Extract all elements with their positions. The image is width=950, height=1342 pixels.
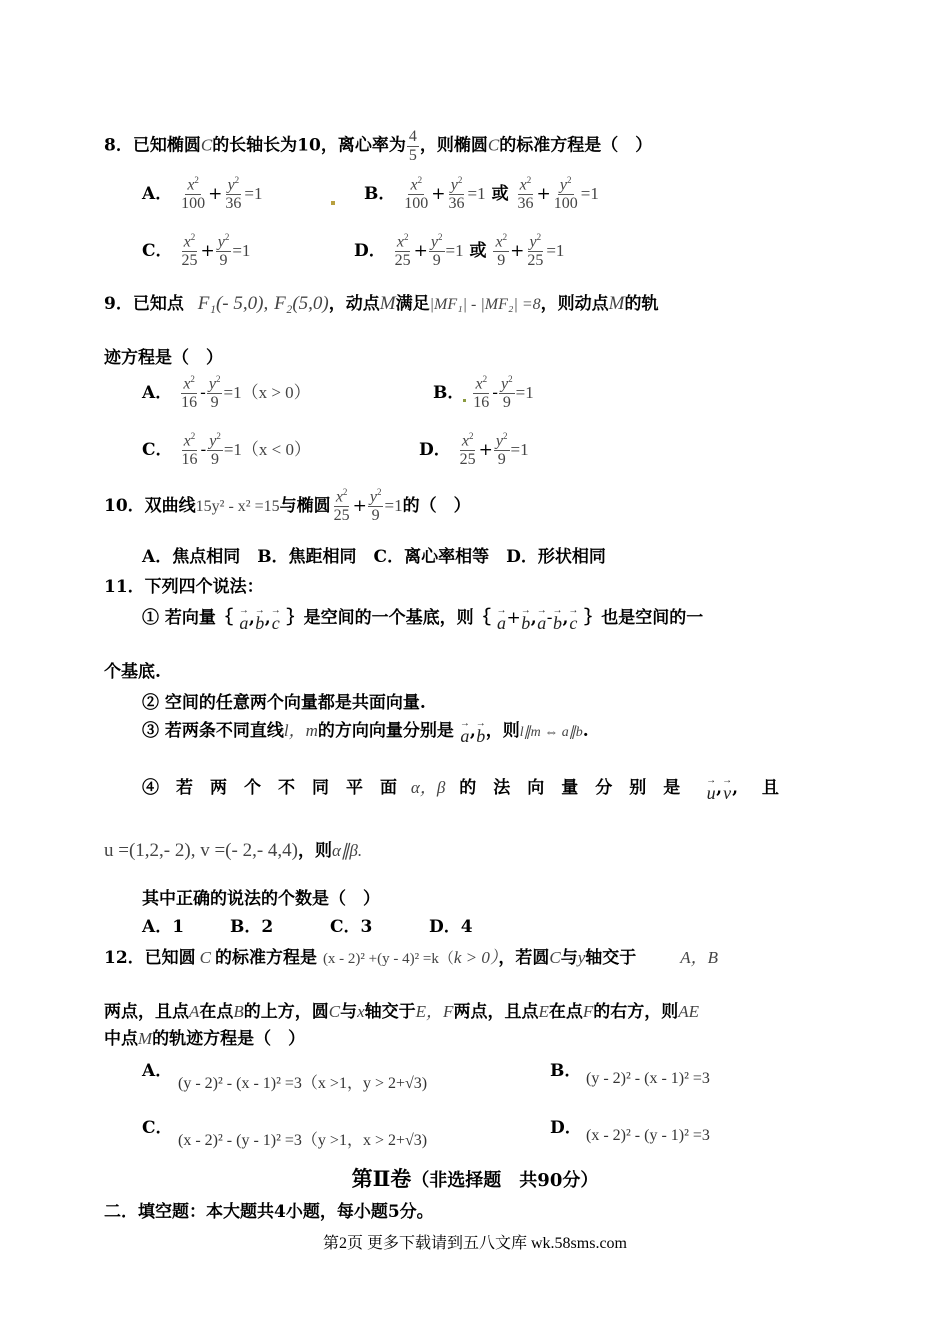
q12-option-d-label: D． [550, 1118, 582, 1138]
q10-options: A．焦点相同 B．焦距相同 C．离心率相等 D．形状相同 [142, 547, 606, 567]
stray-dot [331, 201, 335, 205]
q11-statement-3: ③ 若两条不同直线l，m的方向向量分别是 → a, → b，则l∥m ⇔ a∥b. [142, 717, 589, 746]
q11-statement-1-line2: 个基底. [104, 662, 161, 682]
q11-option-b: B．2 [230, 917, 274, 937]
q11-option-a: A．1 [142, 917, 185, 937]
q11-option-c: C．3 [330, 917, 373, 937]
eccentricity-fraction: $\frac{4}{5}$ [408, 128, 417, 164]
section-2-title: 第Ⅱ卷（非选择题 共90分） [351, 1166, 599, 1191]
q11-statement-4: ④ 若 两 个 不 同 平 面 α，β 的 法 向 量 分 别 是 → u, → v, 且 [142, 774, 779, 803]
q8-text: 8．已知椭圆 [104, 135, 201, 156]
point-F1: F₁(- 5,0), [197, 293, 269, 314]
q9-option-d: D． $\frac{x^2}{25}$ + $\frac{y^2}{9}$ =1 [419, 431, 529, 468]
math-C: C [487, 135, 500, 155]
q12-option-c-label: C． [142, 1118, 173, 1138]
question-9-line2: 迹方程是（ ） [104, 348, 223, 368]
page-footer: 第2页 更多下载请到五八文库 wk.58sms.com [322, 1235, 627, 1252]
q12-option-b: (y - 2)² - (x - 1)² =3 [586, 1070, 710, 1087]
vector-values: u =(1,2,- 2), v =(- 2,- 4,4) [104, 840, 298, 861]
condition-expression: |MF₁| - |MF₂| =8 [429, 296, 541, 313]
point-M: M [608, 293, 625, 314]
q8-option-d: D． $\frac{x^2}{25}$ + $\frac{y^2}{9}$ =1 或 $\frac{x^2}{9}$ + $\frac{y^2}{25}$ =1 [354, 232, 565, 269]
question-12-line3: 中点M的轨迹方程是（ ） [104, 1029, 306, 1049]
q8-option-b: B． $\frac{x^2}{100}$ + $\frac{y^2}{36}$ =1 或 $\frac{x^2}{36}$ + $\frac{y^2}{100}$ =1 [364, 175, 599, 212]
q8-text: 的标准方程是（ ） [499, 135, 653, 156]
math-C: C [200, 135, 213, 155]
hyperbola-equation: 15y² - x² =15 [195, 497, 280, 515]
q12-option-a: (y - 2)² - (x - 1)² =3（x >1，y > 2+√3) [178, 1075, 428, 1092]
fill-in-blank-instructions: 二．填空题：本大题共4小题，每小题5分。 [104, 1202, 434, 1222]
q9-option-a: A． $\frac{x^2}{16}$ - $\frac{y^2}{9}$ =1（x > 0） [142, 374, 311, 411]
q11-statement-4-line2: u =(1,2,- 2), v =(- 2,- 4,4)，则α∥β. [104, 840, 363, 861]
q8-option-a: A． $\frac{x^2}{100}$ + $\frac{y^2}{36}$ =1 [142, 175, 263, 212]
question-11-title: 11．下列四个说法： [104, 577, 264, 597]
q12-option-b-label: B． [550, 1061, 582, 1081]
question-12-stem: 12．已知圆 C 的标准方程是 (x - 2)² +(y - 4)² =k（k > 0），若圆C与y轴交于 A，B [104, 948, 719, 968]
q9-option-c: C． $\frac{x^2}{16}$ - $\frac{y^2}{9}$ =1（x < 0） [142, 431, 311, 468]
q8-option-c: C． $\frac{x^2}{25}$ + $\frac{y^2}{9}$ =1 [142, 232, 251, 269]
q8-text: 的长轴长为10，离心率为 [212, 135, 406, 156]
q12-option-d: (x - 2)² - (y - 1)² =3 [586, 1127, 710, 1144]
circle-equation: (x - 2)² +(y - 4)² =k（ [322, 951, 454, 967]
point-M: M [379, 293, 396, 314]
question-9-stem: 9．已知点 F₁(- 5,0), F₂(5,0)，动点M满足|MF₁| - |MF₂| =8，则动点M的轨 [104, 293, 659, 314]
q9-option-b: B． $\frac{x^2}{16}$ - $\frac{y^2}{9}$ =1 [433, 374, 534, 411]
q11-statement-1: ① 若向量｛ → a, → b, → c ｝是空间的一个基底，则｛ → a+ → b, → a- → b, → c ｝也是空间的一 [142, 604, 704, 633]
question-8-stem [104, 128, 652, 164]
q8-text: ，则椭圆 [419, 135, 488, 156]
point-F2: F₂(5,0) [274, 293, 329, 314]
q12-option-c: (x - 2)² - (y - 1)² =3（y >1，x > 2+√3) [178, 1132, 428, 1149]
q11-question: 其中正确的说法的个数是（ ） [142, 889, 380, 909]
q11-statement-2: ② 空间的任意两个向量都是共面向量. [142, 693, 426, 713]
question-12-line2: 两点，且点A在点B的上方，圆C与x轴交于E，F两点，且点E在点F的右方，则AE [104, 1002, 700, 1022]
question-10-stem: 10．双曲线15y² - x² =15与椭圆 $\frac{x^2}{25}$ + $\frac{y^2}{9}$ =1的（ ） [104, 487, 471, 524]
q12-option-a-label: A． [142, 1061, 173, 1081]
q11-option-d: D．4 [429, 917, 473, 937]
